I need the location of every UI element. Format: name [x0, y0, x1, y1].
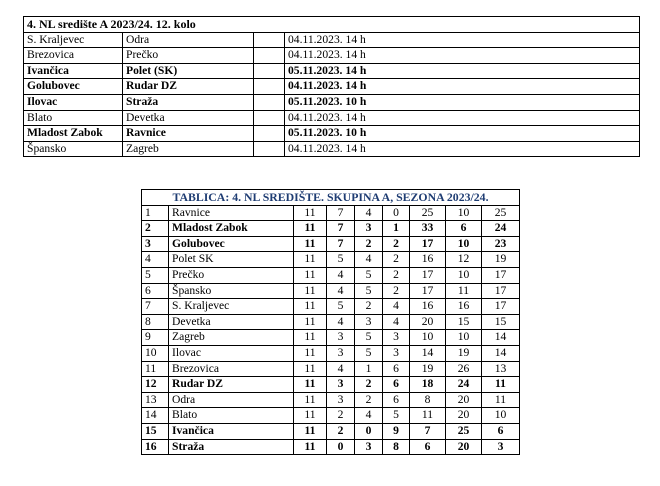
- standings-row: [142, 236, 520, 252]
- standing-position: 9: [142, 330, 169, 346]
- standing-played: 11: [294, 236, 327, 252]
- fixtures-title-row: [24, 17, 640, 33]
- standing-draws: 2: [355, 236, 383, 252]
- standing-points: 17: [482, 299, 520, 315]
- standing-draws: 2: [355, 377, 383, 393]
- standing-team: Brezovica: [169, 361, 294, 377]
- standing-played: 11: [294, 299, 327, 315]
- standing-points: 14: [482, 330, 520, 346]
- fixture-home-team: Špansko: [24, 141, 123, 157]
- fixtures-table: [23, 16, 640, 157]
- standing-points: 24: [482, 221, 520, 237]
- standing-goals-for: 6: [410, 439, 446, 455]
- standing-losses: 3: [383, 345, 410, 361]
- standing-goals-for: 16: [410, 252, 446, 268]
- standing-draws: 3: [355, 439, 383, 455]
- standing-goals-against: 10: [446, 267, 482, 283]
- standing-losses: 5: [383, 408, 410, 424]
- standing-losses: 6: [383, 377, 410, 393]
- standing-goals-against: 25: [446, 423, 482, 439]
- standing-draws: 2: [355, 392, 383, 408]
- fixture-row: [24, 48, 640, 64]
- fixture-away-team: Odra: [123, 32, 254, 48]
- standing-played: 11: [294, 205, 327, 221]
- standing-goals-against: 19: [446, 345, 482, 361]
- standings-row: [142, 345, 520, 361]
- standing-goals-against: 12: [446, 252, 482, 268]
- standing-played: 11: [294, 439, 327, 455]
- standing-played: 11: [294, 345, 327, 361]
- fixture-home-team: Ilovac: [24, 94, 123, 110]
- standing-team: Mladost Zabok: [169, 221, 294, 237]
- standing-goals-against: 16: [446, 299, 482, 315]
- standing-wins: 7: [327, 221, 355, 237]
- fixture-empty-cell: [254, 110, 285, 126]
- standing-goals-for: 7: [410, 423, 446, 439]
- fixture-empty-cell: [254, 63, 285, 79]
- standings-row: [142, 408, 520, 424]
- standing-position: 14: [142, 408, 169, 424]
- standing-played: 11: [294, 314, 327, 330]
- fixture-away-team: Straža: [123, 94, 254, 110]
- standing-wins: 7: [327, 236, 355, 252]
- standings-row: [142, 377, 520, 393]
- fixture-datetime: 05.11.2023. 14 h: [285, 63, 640, 79]
- fixture-home-team: Mladost Zabok: [24, 126, 123, 142]
- standings-row: [142, 439, 520, 455]
- standing-draws: 5: [355, 283, 383, 299]
- standing-draws: 3: [355, 221, 383, 237]
- standing-position: 6: [142, 283, 169, 299]
- fixture-row: [24, 94, 640, 110]
- standing-draws: 3: [355, 314, 383, 330]
- standing-losses: 2: [383, 283, 410, 299]
- standing-team: Ivančica: [169, 423, 294, 439]
- standing-goals-against: 20: [446, 392, 482, 408]
- standing-played: 11: [294, 221, 327, 237]
- standings-row: [142, 423, 520, 439]
- standing-losses: 6: [383, 392, 410, 408]
- standing-goals-against: 24: [446, 377, 482, 393]
- standing-position: 8: [142, 314, 169, 330]
- standing-position: 7: [142, 299, 169, 315]
- standing-points: 10: [482, 408, 520, 424]
- standing-points: 3: [482, 439, 520, 455]
- standing-position: 1: [142, 205, 169, 221]
- standing-position: 10: [142, 345, 169, 361]
- standings-row: [142, 252, 520, 268]
- standing-goals-for: 33: [410, 221, 446, 237]
- standing-wins: 3: [327, 345, 355, 361]
- standing-team: Blato: [169, 408, 294, 424]
- standing-played: 11: [294, 392, 327, 408]
- standing-team: S. Kraljevec: [169, 299, 294, 315]
- standing-draws: 4: [355, 252, 383, 268]
- standing-goals-against: 20: [446, 439, 482, 455]
- standings-row: [142, 205, 520, 221]
- standing-position: 11: [142, 361, 169, 377]
- standing-wins: 4: [327, 283, 355, 299]
- standings-row: [142, 361, 520, 377]
- fixture-empty-cell: [254, 48, 285, 64]
- standing-draws: 4: [355, 408, 383, 424]
- standing-position: 2: [142, 221, 169, 237]
- fixture-datetime: 05.11.2023. 10 h: [285, 94, 640, 110]
- fixture-away-team: Ravnice: [123, 126, 254, 142]
- standing-draws: 2: [355, 299, 383, 315]
- standing-wins: 0: [327, 439, 355, 455]
- standing-goals-against: 20: [446, 408, 482, 424]
- fixture-datetime: 04.11.2023. 14 h: [285, 110, 640, 126]
- standing-wins: 2: [327, 423, 355, 439]
- standing-goals-for: 17: [410, 236, 446, 252]
- standing-position: 4: [142, 252, 169, 268]
- fixture-datetime: 04.11.2023. 14 h: [285, 32, 640, 48]
- standing-wins: 3: [327, 330, 355, 346]
- standing-draws: 4: [355, 205, 383, 221]
- fixture-home-team: Golubovec: [24, 79, 123, 95]
- standing-team: Zagreb: [169, 330, 294, 346]
- standing-team: Prečko: [169, 267, 294, 283]
- standing-goals-against: 10: [446, 205, 482, 221]
- standing-points: 23: [482, 236, 520, 252]
- standing-played: 11: [294, 252, 327, 268]
- standing-team: Odra: [169, 392, 294, 408]
- standing-played: 11: [294, 377, 327, 393]
- standing-points: 14: [482, 345, 520, 361]
- standings-row: [142, 330, 520, 346]
- standing-draws: 1: [355, 361, 383, 377]
- standings-row: [142, 299, 520, 315]
- fixture-row: [24, 63, 640, 79]
- standing-team: Ravnice: [169, 205, 294, 221]
- standing-goals-for: 14: [410, 345, 446, 361]
- fixture-empty-cell: [254, 79, 285, 95]
- standing-goals-against: 10: [446, 236, 482, 252]
- fixture-empty-cell: [254, 141, 285, 157]
- standing-losses: 2: [383, 252, 410, 268]
- fixture-datetime: 04.11.2023. 14 h: [285, 48, 640, 64]
- fixture-away-team: Rudar DZ: [123, 79, 254, 95]
- standing-played: 11: [294, 423, 327, 439]
- standing-team: Ilovac: [169, 345, 294, 361]
- fixtures-title: 4. NL središte A 2023/24. 12. kolo: [24, 17, 640, 33]
- standing-wins: 3: [327, 392, 355, 408]
- standing-draws: 0: [355, 423, 383, 439]
- standing-goals-for: 17: [410, 267, 446, 283]
- standing-points: 6: [482, 423, 520, 439]
- standing-wins: 3: [327, 377, 355, 393]
- standing-position: 5: [142, 267, 169, 283]
- standing-wins: 4: [327, 267, 355, 283]
- fixture-away-team: Polet (SK): [123, 63, 254, 79]
- standing-goals-for: 11: [410, 408, 446, 424]
- standing-draws: 5: [355, 330, 383, 346]
- standing-goals-for: 18: [410, 377, 446, 393]
- standing-points: 11: [482, 392, 520, 408]
- standing-played: 11: [294, 361, 327, 377]
- standing-losses: 1: [383, 221, 410, 237]
- fixture-empty-cell: [254, 32, 285, 48]
- fixture-datetime: 04.11.2023. 14 h: [285, 79, 640, 95]
- standing-wins: 4: [327, 314, 355, 330]
- standings-row: [142, 221, 520, 237]
- standing-losses: 4: [383, 314, 410, 330]
- standing-position: 12: [142, 377, 169, 393]
- standing-team: Polet SK: [169, 252, 294, 268]
- standing-played: 11: [294, 283, 327, 299]
- fixture-row: [24, 141, 640, 157]
- fixture-row: [24, 79, 640, 95]
- standing-position: 16: [142, 439, 169, 455]
- standing-team: Rudar DZ: [169, 377, 294, 393]
- standings-row: [142, 392, 520, 408]
- standings-row: [142, 267, 520, 283]
- standings-row: [142, 283, 520, 299]
- standing-wins: 5: [327, 299, 355, 315]
- standing-goals-for: 8: [410, 392, 446, 408]
- standing-goals-for: 10: [410, 330, 446, 346]
- fixture-away-team: Prečko: [123, 48, 254, 64]
- standing-goals-for: 19: [410, 361, 446, 377]
- fixture-row: [24, 110, 640, 126]
- standing-played: 11: [294, 408, 327, 424]
- standing-draws: 5: [355, 267, 383, 283]
- fixture-empty-cell: [254, 94, 285, 110]
- fixture-datetime: 05.11.2023. 10 h: [285, 126, 640, 142]
- standing-wins: 7: [327, 205, 355, 221]
- standing-goals-for: 17: [410, 283, 446, 299]
- standing-team: Špansko: [169, 283, 294, 299]
- standing-points: 19: [482, 252, 520, 268]
- fixture-home-team: Blato: [24, 110, 123, 126]
- standing-points: 13: [482, 361, 520, 377]
- standing-wins: 5: [327, 252, 355, 268]
- standing-losses: 2: [383, 267, 410, 283]
- standing-team: Straža: [169, 439, 294, 455]
- standing-losses: 8: [383, 439, 410, 455]
- standing-wins: 4: [327, 361, 355, 377]
- standing-position: 15: [142, 423, 169, 439]
- fixture-home-team: Brezovica: [24, 48, 123, 64]
- standing-losses: 4: [383, 299, 410, 315]
- standing-points: 25: [482, 205, 520, 221]
- standing-goals-for: 16: [410, 299, 446, 315]
- standings-table: [141, 189, 520, 455]
- standing-points: 17: [482, 267, 520, 283]
- fixture-away-team: Devetka: [123, 110, 254, 126]
- standing-goals-against: 10: [446, 330, 482, 346]
- standing-team: Golubovec: [169, 236, 294, 252]
- standing-draws: 5: [355, 345, 383, 361]
- fixture-row: [24, 32, 640, 48]
- fixture-row: [24, 126, 640, 142]
- standing-goals-for: 20: [410, 314, 446, 330]
- standing-losses: 2: [383, 236, 410, 252]
- standing-goals-for: 25: [410, 205, 446, 221]
- standing-points: 17: [482, 283, 520, 299]
- fixture-home-team: S. Kraljevec: [24, 32, 123, 48]
- fixture-empty-cell: [254, 126, 285, 142]
- fixture-away-team: Zagreb: [123, 141, 254, 157]
- fixture-datetime: 04.11.2023. 14 h: [285, 141, 640, 157]
- standings-title: TABLICA: 4. NL SREDIŠTE. SKUPINA A, SEZONA 2023/24.: [142, 190, 520, 206]
- standing-played: 11: [294, 267, 327, 283]
- fixture-home-team: Ivančica: [24, 63, 123, 79]
- standings-title-row: [142, 190, 520, 206]
- standing-goals-against: 26: [446, 361, 482, 377]
- standing-losses: 9: [383, 423, 410, 439]
- standing-wins: 2: [327, 408, 355, 424]
- standings-row: [142, 314, 520, 330]
- standing-losses: 3: [383, 330, 410, 346]
- standing-goals-against: 6: [446, 221, 482, 237]
- standing-losses: 6: [383, 361, 410, 377]
- standing-position: 13: [142, 392, 169, 408]
- standing-losses: 0: [383, 205, 410, 221]
- standing-goals-against: 11: [446, 283, 482, 299]
- standing-points: 15: [482, 314, 520, 330]
- standing-points: 11: [482, 377, 520, 393]
- standing-goals-against: 15: [446, 314, 482, 330]
- standing-position: 3: [142, 236, 169, 252]
- standing-team: Devetka: [169, 314, 294, 330]
- standing-played: 11: [294, 330, 327, 346]
